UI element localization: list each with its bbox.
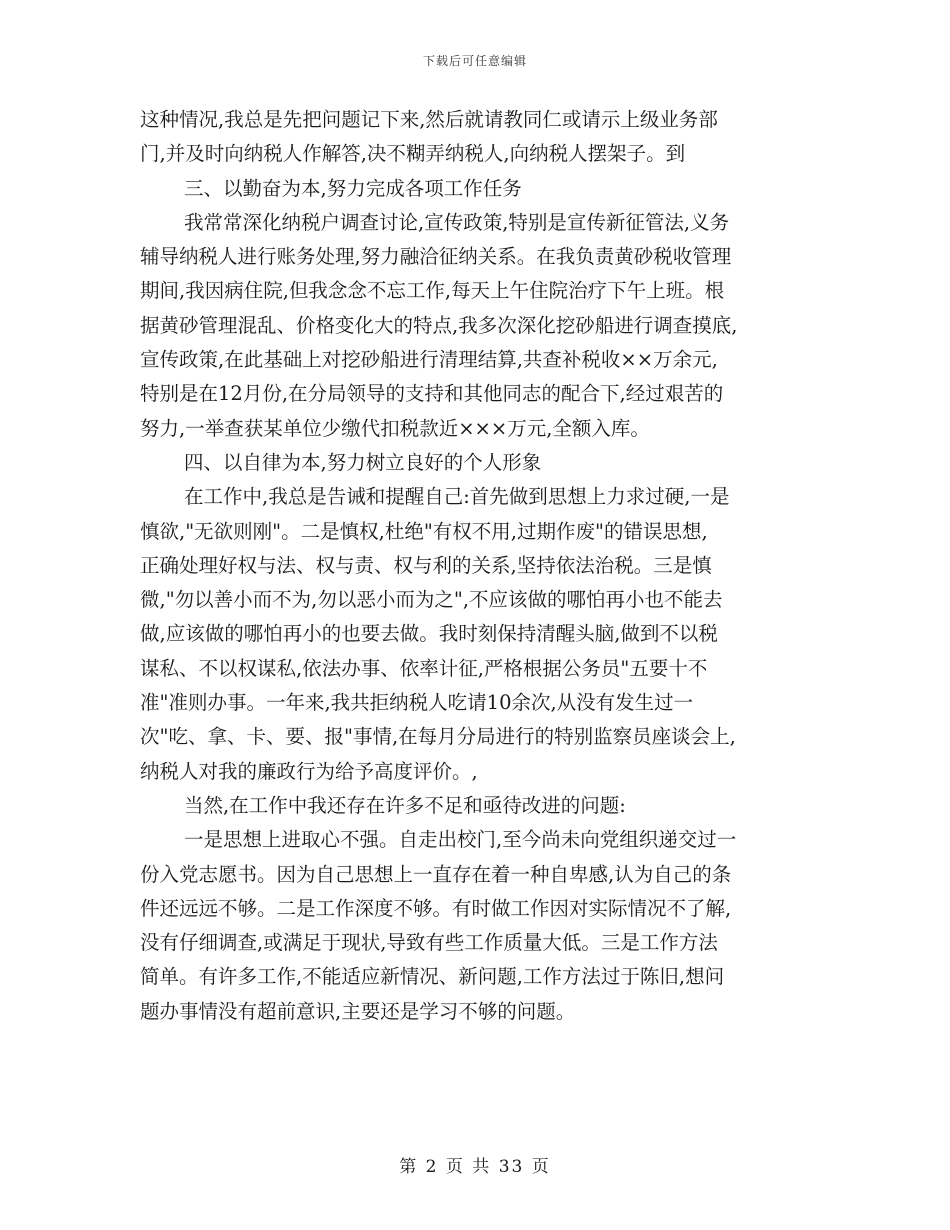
text-line: 这种情况,我总是先把问题记下来,然后就请教同仁或请示上级业务部 xyxy=(140,108,718,131)
text-line: 三、以勤奋为本,努力完成各项工作任务 xyxy=(184,176,522,200)
text-line: 据黄砂管理混乱、价格变化大的特点,我多次深化挖砂船进行调查摸底, xyxy=(140,313,738,337)
text-line: 做,应该做的哪怕再小的也要去做。我时刻保持清醒头脑,做到不以税 xyxy=(140,622,718,646)
document-body xyxy=(140,103,820,1029)
text-line: 四、以自律为本,努力树立良好的个人形象 xyxy=(184,450,542,474)
text-line: 一是思想上进取心不强。自走出校门,至今尚未向党组织递交过一 xyxy=(184,828,737,852)
text-line: 微,"勿以善小而不为,勿以恶小而为之",不应该做的哪怕再小也不能去 xyxy=(140,588,723,612)
text-line: 我常常深化纳税户调查讨论,宣传政策,特别是宣传新征管法,义务 xyxy=(184,210,730,234)
text-line: 纳税人对我的廉政行为给予高度评价。, xyxy=(140,759,478,783)
page-header: 下载后可任意编辑 xyxy=(422,54,527,68)
text-line: 期间,我因病住院,但我念念不忘工作,每天上午住院治疗下午上班。根 xyxy=(140,279,725,303)
text-line: 宣传政策,在此基础上对挖砂船进行清理结算,共查补税收××万余元, xyxy=(140,348,718,372)
text-line: 正确处理好权与法、权与责、权与利的关系,坚持依法治税。三是慎 xyxy=(140,553,712,577)
text-line: 谋私、不以权谋私,依法办事、依率计征,严格根据公务员"五要十不 xyxy=(140,656,708,680)
text-line: 简单。有许多工作,不能适应新情况、新问题,工作方法过于陈旧,想问 xyxy=(140,965,725,989)
page-footer: 第 2 页 共 33 页 xyxy=(399,1157,551,1177)
text-line: 努力,一举查获某单位少缴代扣税款近×××万元,全额入库。 xyxy=(140,416,650,440)
text-line: 慎欲,"无欲则刚"。二是慎权,杜绝"有权不用,过期作废"的错误思想, xyxy=(140,519,708,543)
text-line: 件还远远不够。二是工作深度不够。有时做工作因对实际情况不了解, xyxy=(140,896,732,920)
text-line: 辅导纳税人进行账务处理,努力融洽征纳关系。在我负责黄砂税收管理 xyxy=(140,245,732,269)
text-line: 准"准则办事。一年来,我共拒纳税人吃请10余次,从没有发生过一 xyxy=(140,691,694,715)
text-line: 门,并及时向纳税人作解答,决不糊弄纳税人,向纳税人摆架子。到 xyxy=(140,142,686,166)
text-line: 在工作中,我总是告诫和提醒自己:首先做到思想上力求过硬,一是 xyxy=(184,485,730,509)
text-line: 次"吃、拿、卡、要、报"事情,在每月分局进行的特别监察员座谈会上, xyxy=(140,725,736,749)
text-line: 题办事情没有超前意识,主要还是学习不够的问题。 xyxy=(140,999,576,1023)
text-line: 没有仔细调查,或满足于现状,导致有些工作质量大低。三是工作方法 xyxy=(140,931,718,955)
text-line: 当然,在工作中我还存在许多不足和亟待改进的问题: xyxy=(184,793,626,817)
text-line: 份入党志愿书。因为自己思想上一直存在着一种自卑感,认为自己的条 xyxy=(140,862,732,886)
text-line: 特别是在12月份,在分局领导的支持和其他同志的配合下,经过艰苦的 xyxy=(140,382,724,406)
